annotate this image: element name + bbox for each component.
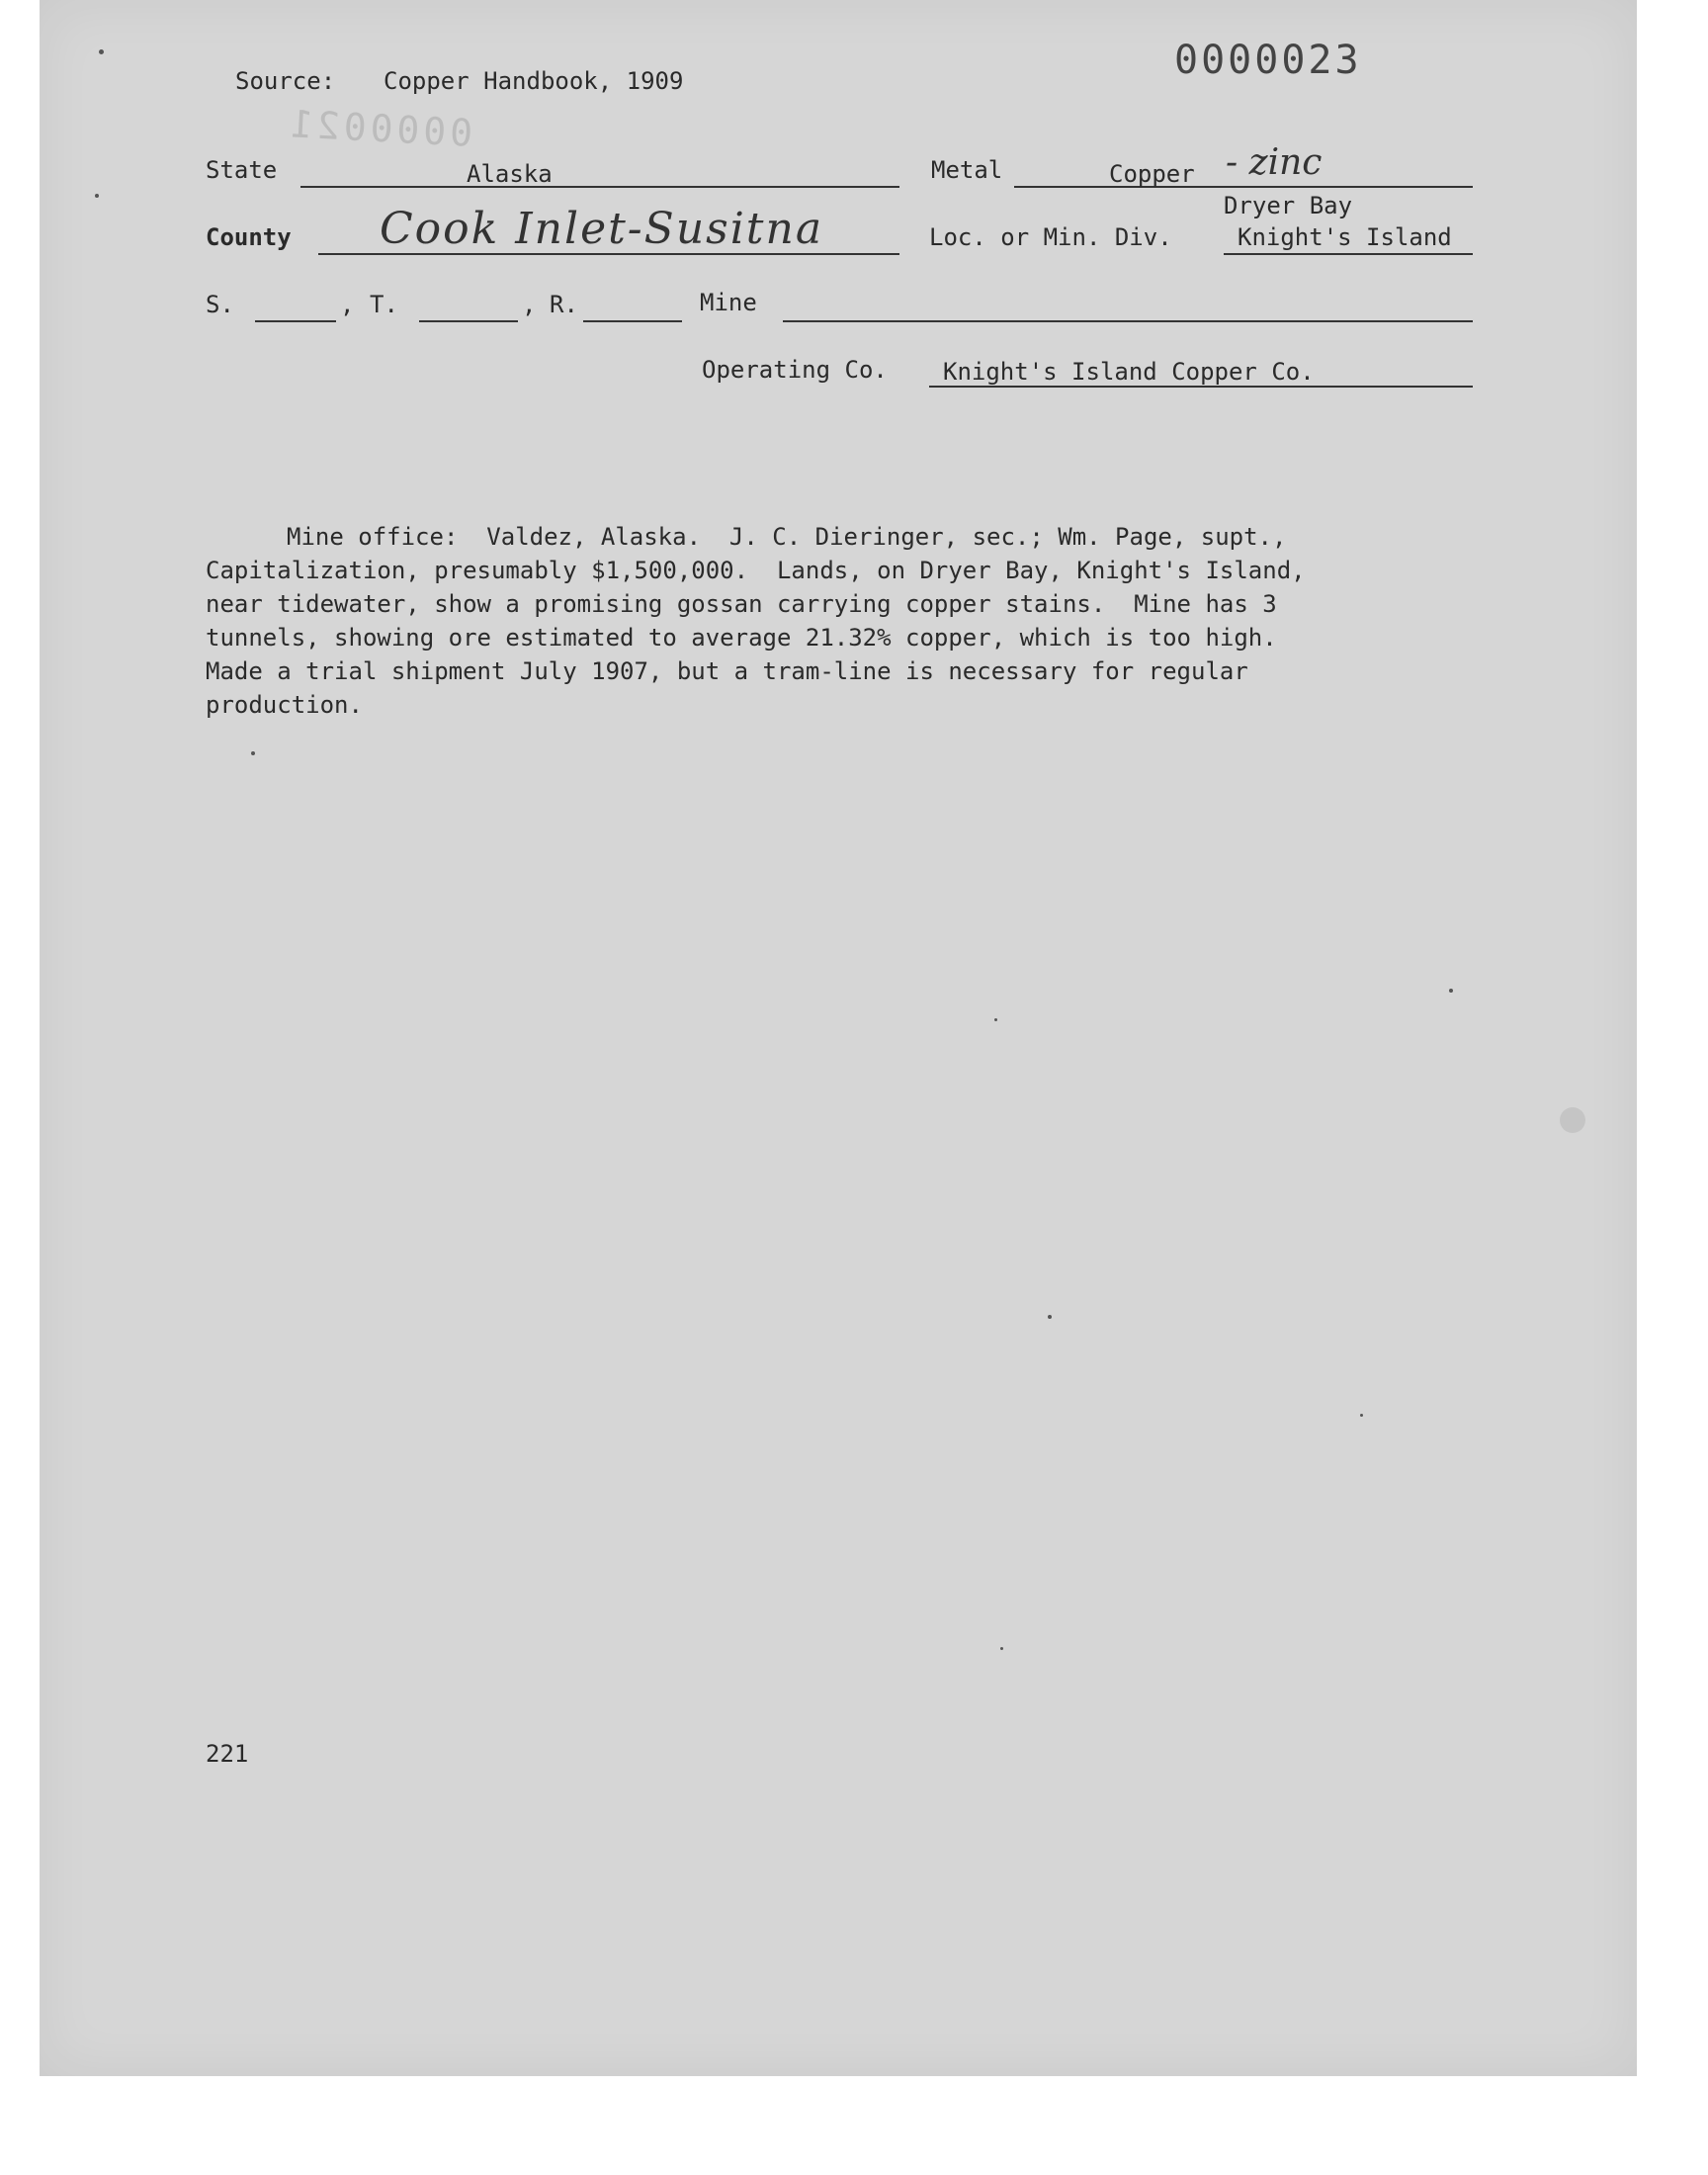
metal-label: Metal — [931, 156, 1003, 184]
scan-smudge — [1560, 1107, 1585, 1133]
loc-underline — [1224, 253, 1473, 255]
operating-value: Knight's Island Copper Co. — [943, 358, 1315, 386]
source-label: Source: — [235, 67, 336, 95]
state-value: Alaska — [467, 160, 553, 188]
s-underline — [255, 320, 336, 322]
s-comma: , — [340, 291, 355, 318]
record-card — [40, 0, 1637, 2076]
body-line: near tidewater, show a promising gossan carrying copper stains. Mine has 3 — [206, 590, 1277, 618]
metal-handwritten: - zinc — [1226, 142, 1323, 183]
metal-value: Copper — [1109, 160, 1195, 188]
r-underline — [583, 320, 682, 322]
scan-speck — [1000, 1647, 1003, 1650]
scan-speck — [251, 751, 255, 755]
r-label: R. — [550, 291, 578, 318]
operating-underline — [929, 386, 1473, 388]
t-comma: , — [522, 291, 537, 318]
body-line: Made a trial shipment July 1907, but a tram-line is necessary for regular — [206, 657, 1248, 685]
record-body — [206, 486, 1306, 755]
id-stamp: 0000023 — [1174, 38, 1362, 83]
scan-speck — [1048, 1315, 1052, 1319]
scan-speck — [99, 49, 104, 54]
scan-speck — [994, 1018, 997, 1021]
source-value: Copper Handbook, 1909 — [384, 67, 684, 95]
page-number: 221 — [206, 1740, 249, 1768]
metal-underline — [1014, 186, 1473, 188]
bleed-through-stamp: 0000021 — [285, 102, 474, 155]
loc-label: Loc. or Min. Div. — [929, 223, 1172, 251]
t-label: T. — [370, 291, 398, 318]
body-line: Capitalization, presumably $1,500,000. Lands, on Dryer Bay, Knight's Island, — [206, 557, 1306, 584]
scan-speck — [95, 194, 99, 198]
scan-speck — [1360, 1414, 1363, 1417]
body-line: tunnels, showing ore estimated to average 21.32% copper, which is too high. — [206, 624, 1277, 652]
t-underline — [419, 320, 518, 322]
loc-value: Knight's Island — [1238, 223, 1452, 251]
state-underline — [300, 186, 899, 188]
county-handwritten: Cook Inlet-Susitna — [380, 204, 824, 254]
operating-label: Operating Co. — [702, 356, 888, 384]
mine-label: Mine — [700, 289, 757, 316]
mine-underline — [783, 320, 1473, 322]
state-label: State — [206, 156, 278, 184]
body-line: production. — [206, 691, 363, 719]
scan-speck — [1449, 989, 1453, 993]
s-label: S. — [206, 291, 234, 318]
loc-insert: Dryer Bay — [1224, 192, 1353, 219]
county-label: County — [206, 223, 292, 251]
body-line: Mine office: Valdez, Alaska. J. C. Dieringer, sec.; Wm. Page, supt., — [287, 523, 1287, 551]
